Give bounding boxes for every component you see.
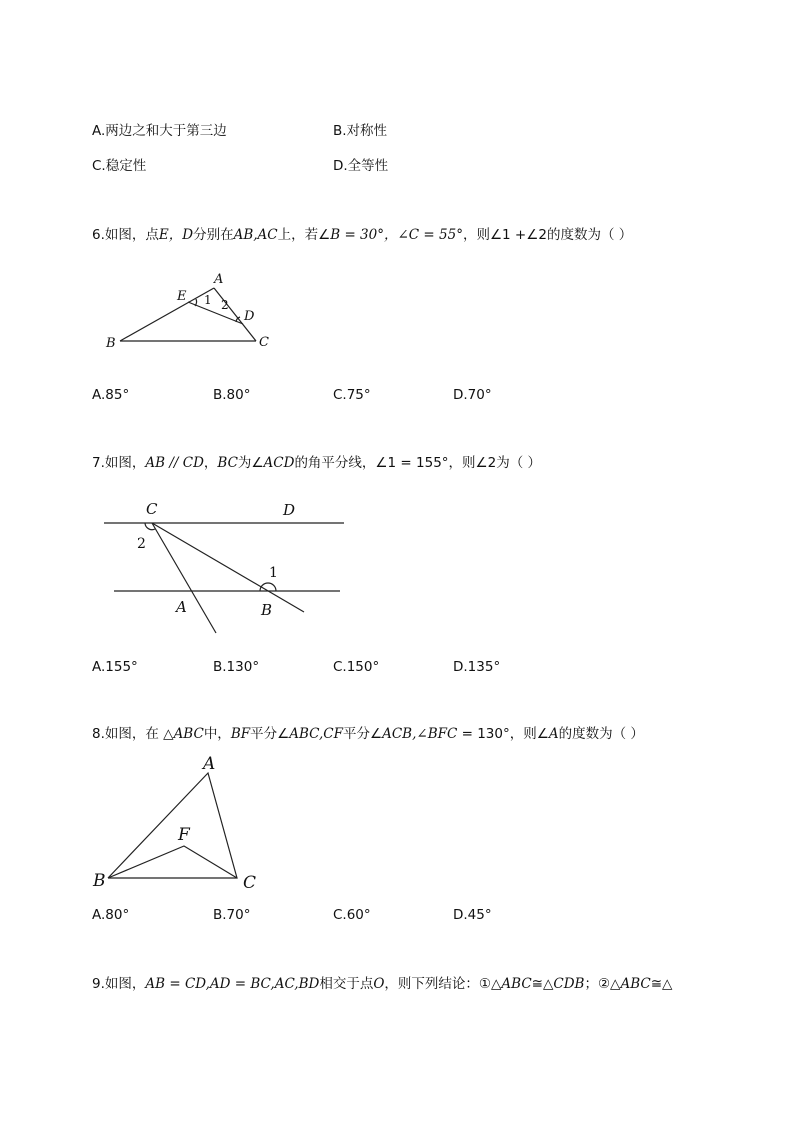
q8-option-c: C.60° [333, 907, 371, 923]
q7-math-parallel: AB // CD [145, 455, 204, 471]
q6-math-sides: AB,AC [233, 227, 278, 243]
q8-stem-end: = 130°，则∠ [457, 726, 549, 742]
q9-math-abc-2: ABC [620, 976, 651, 992]
q7-line-cb [152, 523, 304, 612]
q7-stem-mid2: 为∠ [237, 455, 264, 471]
q6-stem-end: ，则∠1 +∠2的度数为（ ） [462, 227, 633, 243]
q9-math-conditions: AB = CD,AD = BC,AC,BD [145, 976, 320, 992]
q8-label-a: A [203, 754, 216, 774]
q8-option-b: B.70° [213, 907, 251, 923]
q8-option-a: A.80° [92, 907, 130, 923]
q6-label-d: D [244, 309, 255, 324]
q6-option-b: B.80° [213, 387, 251, 403]
q8-stem-end2: 的度数为（ ） [558, 726, 644, 742]
q6-label-b: B [106, 336, 116, 351]
q8-stem-mid2: 平分∠ [250, 726, 290, 742]
q6-stem-prefix: 6.如图，点 [92, 227, 159, 243]
q8-triangle-abc [108, 773, 237, 878]
q9-math-cdb: CDB [553, 976, 585, 992]
q6-label-2: 2 [221, 298, 229, 312]
q7-math-acd: ACD [263, 455, 295, 471]
q6-math-angle-c: C = 55° [408, 227, 463, 243]
q7-option-c: C.150° [333, 659, 380, 675]
q8-option-d: D.45° [453, 907, 492, 923]
q9-stem-prefix: 9.如图， [92, 976, 146, 992]
q7-option-b: B.130° [213, 659, 260, 675]
q8-stem [92, 725, 644, 743]
q8-math-a: A [548, 726, 559, 742]
q9-stem-mid2: ，则下列结论：①△ [384, 976, 502, 992]
q6-label-c: C [259, 335, 269, 350]
q6-option-d: D.70° [453, 387, 492, 403]
q6-segment-ed [188, 302, 243, 324]
q9-stem-mid: 相交于点 [319, 976, 374, 992]
q6-angle1-arc [195, 299, 197, 306]
q7-stem-end: 的角平分线，∠1 = 155°，则∠2为（ ） [294, 455, 542, 471]
q8-stem-mid3: 平分∠ [342, 726, 383, 742]
q8-figure [90, 752, 270, 897]
q5-option-d: D.全等性 [333, 158, 389, 174]
q8-math-acb-bfc: ACB,∠BFC [382, 726, 458, 742]
q7-option-d: D.135° [453, 659, 501, 675]
q8-stem-mid: 中， [203, 726, 231, 742]
q9-stem-mid4: ；②△ [584, 976, 621, 992]
q7-line-ca [152, 523, 216, 633]
q9-stem [92, 975, 672, 993]
q6-math-angle-b: B = 30°，∠ [330, 227, 409, 243]
q7-label-d: D [283, 501, 296, 519]
q9-stem-end: ≅△ [650, 976, 673, 992]
q8-math-bf: BF [230, 726, 251, 742]
q7-stem-prefix: 7.如图， [92, 455, 146, 471]
q6-stem-cond: 上，若∠ [277, 227, 331, 243]
q8-stem-prefix: 8.如图，在 △ [92, 726, 174, 742]
q8-segments-bf-cf [108, 846, 237, 878]
q5-option-a: A.两边之和大于第三边 [92, 123, 227, 139]
q7-math-bc: BC [217, 455, 238, 471]
q7-figure [100, 495, 360, 640]
q6-label-e: E [177, 289, 187, 304]
q6-stem-mid: 分别在 [193, 227, 234, 243]
q8-label-c: C [243, 873, 257, 893]
q7-option-a: A.155° [92, 659, 138, 675]
q5-option-c: C.稳定性 [92, 158, 147, 174]
q8-label-b: B [93, 871, 106, 891]
q9-math-o: O [373, 976, 385, 992]
q6-option-a: A.85° [92, 387, 130, 403]
q9-stem-mid3: ≅△ [531, 976, 554, 992]
q7-label-1: 1 [269, 565, 278, 581]
q6-figure [100, 268, 290, 358]
q8-math-abc-cf: ABC,CF [289, 726, 343, 742]
q7-label-b: B [261, 601, 273, 619]
q5-option-b: B.对称性 [333, 123, 388, 139]
q9-math-abc-1: ABC [501, 976, 532, 992]
q7-label-c: C [146, 500, 158, 518]
q8-math-abc: ABC [173, 726, 204, 742]
q8-label-f: F [178, 825, 190, 845]
q6-option-c: C.75° [333, 387, 371, 403]
q6-label-1: 1 [204, 293, 212, 307]
q7-stem-mid: ， [203, 455, 218, 471]
q7-label-a: A [176, 598, 187, 616]
q6-side-ab [120, 288, 214, 341]
q6-math-points: E，D [158, 227, 194, 243]
q6-label-a: A [214, 272, 224, 287]
q7-label-2: 2 [137, 536, 146, 552]
q6-stem [92, 226, 632, 244]
q7-stem [92, 454, 541, 472]
